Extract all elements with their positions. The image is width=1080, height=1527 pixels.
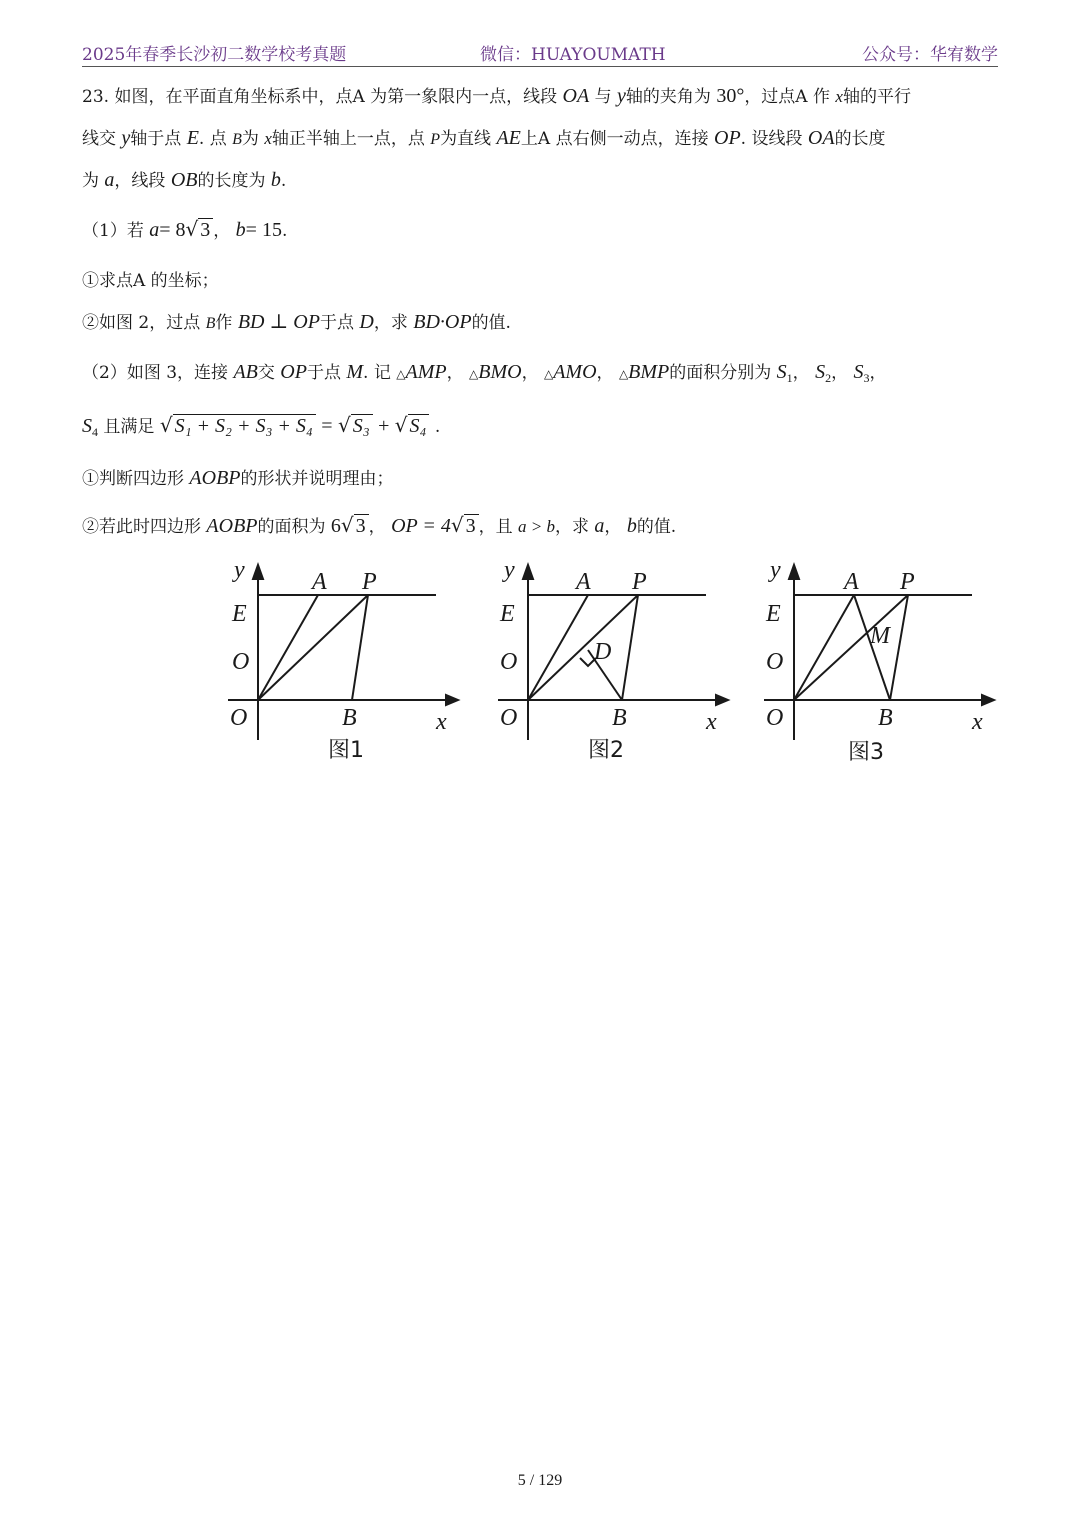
segment-op <box>528 595 638 700</box>
math: b <box>235 219 246 241</box>
text: 上A 点右侧一动点，连接 <box>520 129 709 149</box>
text: 的面积分别为 <box>669 363 772 383</box>
text: 交 <box>257 363 275 383</box>
math: OA <box>562 85 590 107</box>
label-o-axis: O <box>232 649 250 675</box>
text: 23. 如图，在平面直角坐标系中，点A 为第一象限内一点，线段 <box>82 87 558 107</box>
figure-3-caption: 图3 <box>848 740 884 765</box>
label-e: E <box>766 601 781 627</box>
triangle-icon: △ <box>469 367 479 381</box>
label-o-axis: O <box>500 649 518 675</box>
text: 与 <box>594 87 612 107</box>
label-b: B <box>342 705 357 731</box>
text: . <box>281 221 288 241</box>
triangle-icon: △ <box>396 367 406 381</box>
text: 且满足 <box>103 417 155 437</box>
math: BMP <box>628 361 670 383</box>
math: y <box>121 127 131 149</box>
part-1-q2 <box>82 308 511 334</box>
segment-oa <box>258 595 318 700</box>
y-axis-arrow <box>253 565 263 579</box>
math: 3 <box>464 514 479 537</box>
header-wechat: 微信：HUAYOUMATH <box>480 45 666 65</box>
text: . <box>280 171 287 191</box>
label-a: A <box>576 569 591 595</box>
text: 轴于点 <box>130 129 182 149</box>
math: D <box>359 311 374 333</box>
label-p: P <box>632 569 647 595</box>
problem-line-1 <box>82 82 911 108</box>
math: a <box>594 515 605 537</box>
part-2-condition <box>82 412 440 440</box>
segment-oa <box>528 595 588 700</box>
math: a <box>149 219 160 241</box>
math: BD ⊥ OP <box>237 311 320 333</box>
math: AOBP <box>189 467 241 489</box>
text: 的形状并说明理由； <box>240 469 394 489</box>
text: ②如图 2，过点 <box>82 313 201 333</box>
math: S₁ + S₂ + S₃ + S₄ <box>173 414 316 437</box>
text: ，且 <box>478 517 513 537</box>
text: ， <box>831 363 849 383</box>
x-axis-arrow <box>446 695 458 705</box>
math: AOBP <box>206 515 258 537</box>
figure-2 <box>490 555 750 775</box>
math: AB <box>233 361 258 383</box>
math: 30° <box>716 85 745 107</box>
text: ， <box>604 517 622 537</box>
y-axis-arrow <box>523 565 533 579</box>
label-o: O <box>500 705 518 731</box>
label-y: y <box>770 557 781 583</box>
math: S <box>853 361 864 383</box>
math: S <box>776 361 787 383</box>
math: OB <box>170 169 198 191</box>
text: 轴正半轴上一点，点 <box>271 129 425 149</box>
text: 为直线 <box>440 129 492 149</box>
math: b <box>270 169 281 191</box>
part-2-q2 <box>82 512 676 538</box>
math: 6 <box>330 515 341 537</box>
math: E <box>186 127 199 149</box>
triangle-icon: △ <box>618 367 629 381</box>
label-x: x <box>436 709 447 735</box>
label-a: A <box>312 569 327 595</box>
header-account: 公众号：华宥数学 <box>862 45 998 65</box>
problem-line-3 <box>82 166 286 192</box>
text: . 记 <box>363 363 391 383</box>
radical-sign: √ <box>394 413 408 437</box>
text: ，求 <box>555 517 589 537</box>
part-2 <box>82 358 886 386</box>
math: OA <box>807 127 835 149</box>
math: OP <box>714 127 741 149</box>
text: 为 <box>82 171 99 191</box>
label-x: x <box>972 709 983 735</box>
math: S₃ <box>351 414 373 437</box>
math: S <box>82 415 92 437</box>
text: 的值. <box>636 517 677 537</box>
math: y <box>617 85 626 107</box>
text: 的长度为 <box>197 171 266 191</box>
segment-pb <box>890 595 908 700</box>
triangle-icon: △ <box>543 367 554 381</box>
text: 为 <box>241 129 259 149</box>
figure-3 <box>756 555 1016 775</box>
label-o: O <box>766 705 784 731</box>
math: OP = 4 <box>391 515 451 537</box>
figures <box>220 555 1010 775</box>
math: OP <box>280 361 307 383</box>
x-axis-arrow <box>982 695 994 705</box>
label-d: D <box>594 639 612 665</box>
label-y: y <box>234 557 245 583</box>
figure-2-caption: 图2 <box>588 738 624 763</box>
label-p: P <box>362 569 377 595</box>
text: ， <box>446 363 464 383</box>
math: S <box>815 361 826 383</box>
math: AMO <box>553 361 597 383</box>
figure-1 <box>220 555 480 775</box>
part-2-q1 <box>82 464 394 490</box>
math: = 15 <box>245 219 282 241</box>
text: 作 <box>215 313 233 333</box>
radical-sign: √ <box>450 513 464 537</box>
segment-pb <box>352 595 368 700</box>
text: 的面积为 <box>257 517 326 537</box>
text: 于点 <box>319 313 354 333</box>
label-a: A <box>844 569 859 595</box>
math: 3 <box>198 218 213 241</box>
y-axis-arrow <box>789 565 799 579</box>
text: . 点 <box>198 129 227 149</box>
subscript: 1 <box>786 371 793 385</box>
math: P <box>430 131 441 148</box>
text: ，求 <box>373 313 408 333</box>
text: （2）如图 3，连接 <box>82 363 229 383</box>
math: B <box>205 315 216 332</box>
segment-pb <box>622 595 638 700</box>
text: . <box>434 417 441 437</box>
text: ， <box>792 363 810 383</box>
text: ， <box>869 363 887 383</box>
text: ， <box>521 363 539 383</box>
label-e: E <box>500 601 515 627</box>
problem-line-2 <box>82 124 886 150</box>
text: ， <box>368 517 386 537</box>
math: = <box>321 415 333 437</box>
label-y: y <box>504 557 515 583</box>
label-b: B <box>878 705 893 731</box>
math: B <box>232 131 242 148</box>
text: 轴的平行 <box>842 87 911 107</box>
part-1-q1: ①求点A 的坐标； <box>82 271 219 291</box>
math: b <box>626 515 637 537</box>
math: x <box>264 129 272 148</box>
math: x <box>835 87 843 106</box>
math: M <box>346 361 364 383</box>
page-number: 5 / 129 <box>517 1472 563 1489</box>
math: = 8 <box>159 219 186 241</box>
text: 的值. <box>471 313 511 333</box>
text: ，线段 <box>114 171 166 191</box>
header-title: 2025年春季长沙初二数学校考真题 <box>82 45 347 65</box>
subscript: 3 <box>863 371 870 385</box>
subscript: 2 <box>825 371 832 385</box>
label-o-axis: O <box>766 649 784 675</box>
radical-sign: √ <box>337 413 351 437</box>
label-m: M <box>870 623 890 649</box>
math: BD·OP <box>413 311 472 333</box>
math: AMP <box>405 361 447 383</box>
math: S₄ <box>408 414 430 437</box>
text: ， <box>596 363 614 383</box>
math: + <box>378 415 390 437</box>
math: AE <box>496 127 521 149</box>
part-1 <box>82 216 287 242</box>
math: a > b <box>518 517 555 536</box>
figure-1-caption: 图1 <box>328 738 364 763</box>
segment-oa <box>794 595 854 700</box>
x-axis-arrow <box>716 695 728 705</box>
text: ， <box>213 221 231 241</box>
math: 3 <box>354 514 369 537</box>
text: ，过点A 作 <box>744 87 830 107</box>
text: ①判断四边形 <box>82 469 184 489</box>
text: ②若此时四边形 <box>82 517 201 537</box>
text: 线交 <box>82 129 116 149</box>
radical-sign: √ <box>159 413 173 437</box>
text: 于点 <box>306 363 341 383</box>
radical-sign: √ <box>340 513 354 537</box>
segment-op <box>258 595 368 700</box>
segment-op <box>794 595 908 700</box>
label-e: E <box>232 601 247 627</box>
page-header <box>82 40 998 67</box>
text: 轴的夹角为 <box>625 87 711 107</box>
subscript: 4 <box>92 425 98 439</box>
text: （1）若 <box>82 221 144 241</box>
radical-sign: √ <box>185 217 199 241</box>
math: a <box>104 169 115 191</box>
label-b: B <box>612 705 627 731</box>
label-p: P <box>900 569 915 595</box>
text: 的长度 <box>834 129 886 149</box>
label-x: x <box>706 709 717 735</box>
text: . 设线段 <box>740 129 803 149</box>
label-o: O <box>230 705 248 731</box>
math: BMO <box>478 361 522 383</box>
